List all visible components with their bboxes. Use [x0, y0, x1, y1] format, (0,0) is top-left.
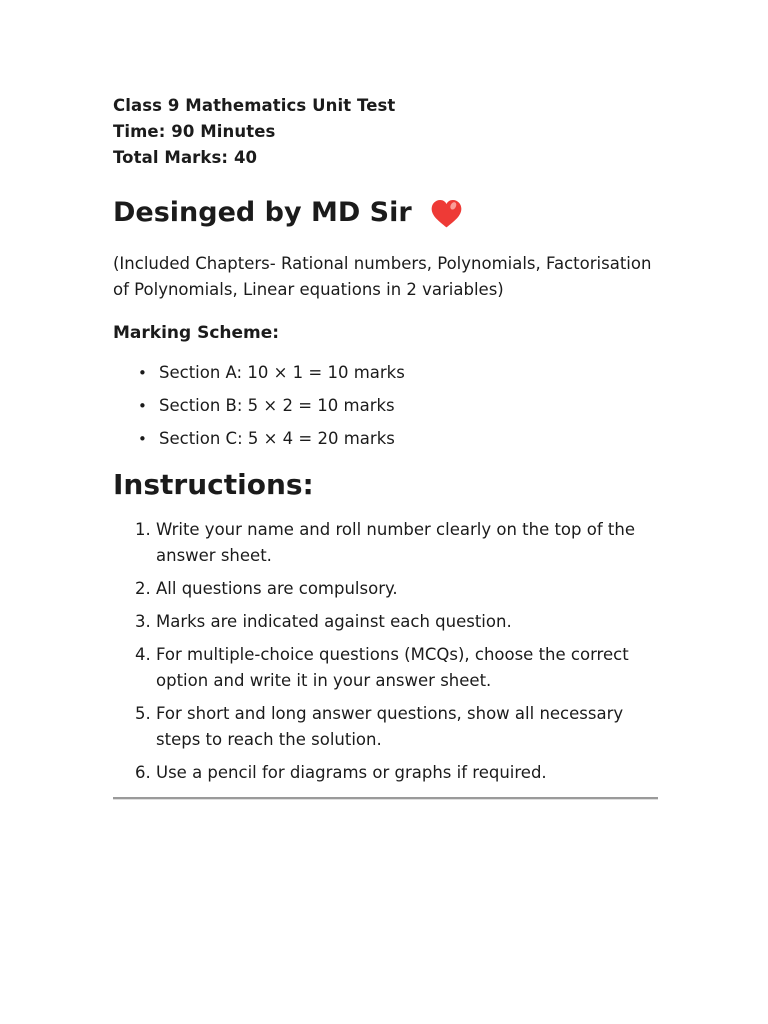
exam-header — [113, 93, 673, 171]
list-item-number: 3. — [135, 612, 151, 631]
exam-total-marks-line: Total Marks: 40 — [113, 148, 258, 167]
list-item — [113, 760, 673, 786]
list-item — [113, 426, 673, 452]
list-item-number: 4. — [135, 645, 151, 664]
list-item-text: Marks are indicated against each question. — [156, 612, 512, 631]
list-item-text: For short and long answer questions, show all necessary steps to reach the solution. — [156, 704, 624, 749]
marking-scheme-heading: Marking Scheme: — [113, 323, 280, 343]
list-item — [113, 360, 673, 386]
list-item — [113, 517, 673, 569]
list-item-text: All questions are compulsory. — [156, 579, 398, 598]
list-item — [113, 576, 673, 602]
list-item — [113, 393, 673, 419]
list-item-text: Use a pencil for diagrams or graphs if required. — [156, 763, 547, 782]
bullet-marker: • — [138, 397, 147, 415]
list-item-number: 1. — [135, 520, 151, 539]
marking-scheme-list — [113, 360, 673, 452]
list-item-text: Write your name and roll number clearly on the top of the answer sheet. — [156, 520, 635, 565]
bullet-marker: • — [138, 364, 147, 382]
list-item-text: Section B: 5 × 2 = 10 marks — [159, 396, 395, 415]
list-item-number: 2. — [135, 579, 151, 598]
designed-by-text: Desinged by MD Sir — [113, 197, 412, 228]
document-content — [113, 93, 673, 799]
list-item-text: Section A: 10 × 1 = 10 marks — [159, 363, 405, 382]
list-item-number: 5. — [135, 704, 151, 723]
list-item-text: Section C: 5 × 4 = 20 marks — [159, 429, 395, 448]
included-chapters-note: (Included Chapters- Rational numbers, Polynomials, Factorisation of Polynomials, Linear equations in 2 variables) — [113, 254, 652, 299]
exam-title-line: Class 9 Mathematics Unit Test — [113, 96, 396, 115]
exam-time-line: Time: 90 Minutes — [113, 122, 276, 141]
list-item — [113, 609, 673, 635]
section-divider — [113, 797, 658, 799]
designed-by-heading — [113, 197, 673, 229]
instructions-list — [113, 517, 673, 786]
bullet-marker: • — [138, 430, 147, 448]
heart-icon — [430, 198, 463, 229]
list-item-number: 6. — [135, 763, 151, 782]
list-item — [113, 642, 673, 694]
list-item — [113, 701, 673, 753]
list-item-text: For multiple-choice questions (MCQs), choose the correct option and write it in your answer sheet. — [156, 645, 629, 690]
instructions-heading: Instructions: — [113, 468, 314, 501]
